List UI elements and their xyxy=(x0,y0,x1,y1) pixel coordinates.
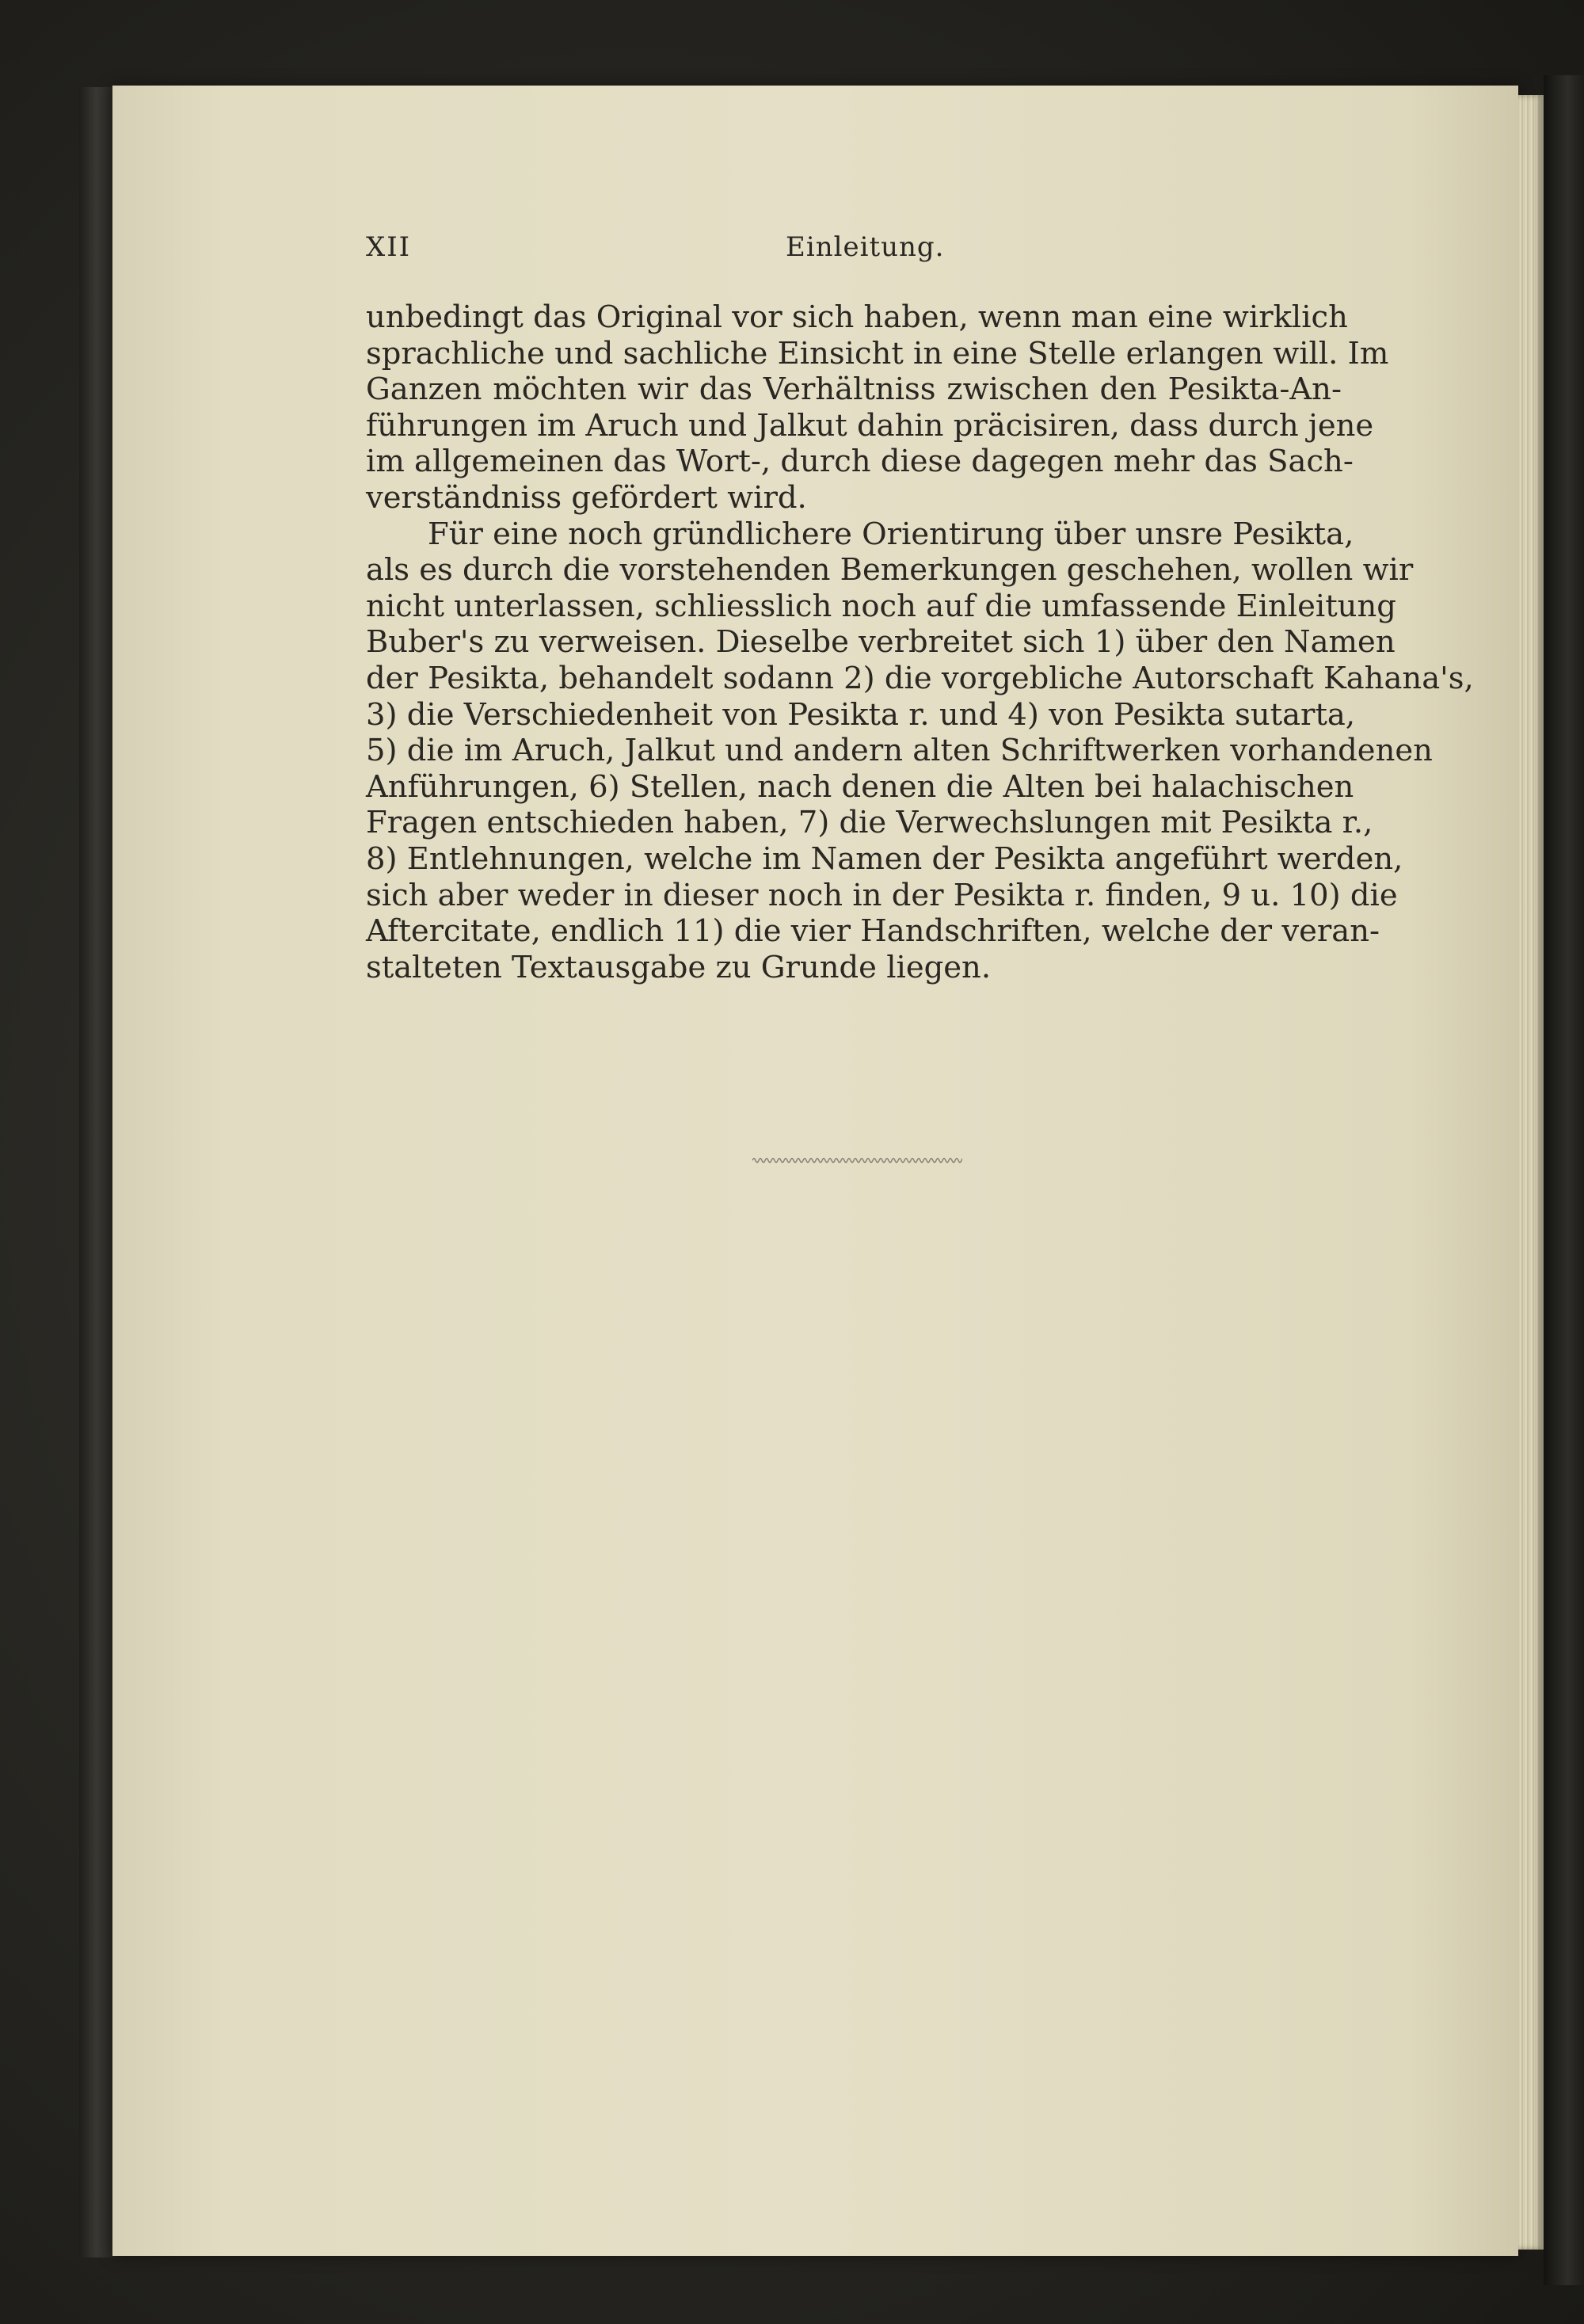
text-line: 3) die Verschiedenheit von Pesikta r. und 4) von Pesikta sutarta, xyxy=(366,696,1356,733)
text-line: als es durch die vorstehenden Bemerkungen geschehen, wollen wir xyxy=(366,552,1414,589)
text-line: Fragen entschieden haben, 7) die Verwechslungen mit Pesikta r., xyxy=(366,805,1373,841)
text-line: nicht unterlassen, schliesslich noch auf die umfassende Einleitung xyxy=(366,588,1396,624)
text-line: unbedingt das Original vor sich haben, wenn man eine wirklich xyxy=(366,299,1348,335)
text-line: der Pesikta, behandelt sodann 2) die vorgebliche Autorschaft Kahana's, xyxy=(366,660,1474,696)
cover-right-edge xyxy=(1544,75,1584,2285)
wavy-rule-ornament-icon xyxy=(752,1156,962,1165)
text-line: führungen im Aruch und Jalkut dahin präcisiren, dass durch jene xyxy=(366,407,1374,444)
text-line: Ganzen möchten wir das Verhältniss zwischen den Pesikta-An- xyxy=(366,371,1342,408)
text-line: Für eine noch gründlichere Orientirung über unsre Pesikta, xyxy=(428,516,1354,552)
text-line: Anführungen, 6) Stellen, nach denen die Alten bei halachischen xyxy=(366,768,1354,805)
text-line: sich aber weder in dieser noch in der Pesikta r. finden, 9 u. 10) die xyxy=(366,877,1398,913)
body-text xyxy=(366,299,1474,985)
running-title: Einleitung. xyxy=(786,231,945,263)
text-line: stalteten Textausgabe zu Grunde liegen. xyxy=(366,949,992,985)
text-line: verständniss gefördert wird. xyxy=(366,479,807,516)
page-number: XII xyxy=(366,231,412,263)
text-line: Buber's zu verweisen. Dieselbe verbreitet sich 1) über den Namen xyxy=(366,624,1396,661)
running-head xyxy=(366,231,1356,279)
text-line: 5) die im Aruch, Jalkut und andern alten Schriftwerken vorhandenen xyxy=(366,733,1433,769)
book-spine-edge xyxy=(79,87,117,2257)
text-line: sprachliche und sachliche Einsicht in eine Stelle erlangen will. Im xyxy=(366,335,1389,371)
page-stack-edge xyxy=(1518,95,1544,2250)
text-line: Aftercitate, endlich 11) die vier Handschriften, welche der veran- xyxy=(366,913,1380,950)
text-line: im allgemeinen das Wort-, durch diese dagegen mehr das Sach- xyxy=(366,444,1354,480)
text-line: 8) Entlehnungen, welche im Namen der Pesikta angeführt werden, xyxy=(366,840,1403,877)
